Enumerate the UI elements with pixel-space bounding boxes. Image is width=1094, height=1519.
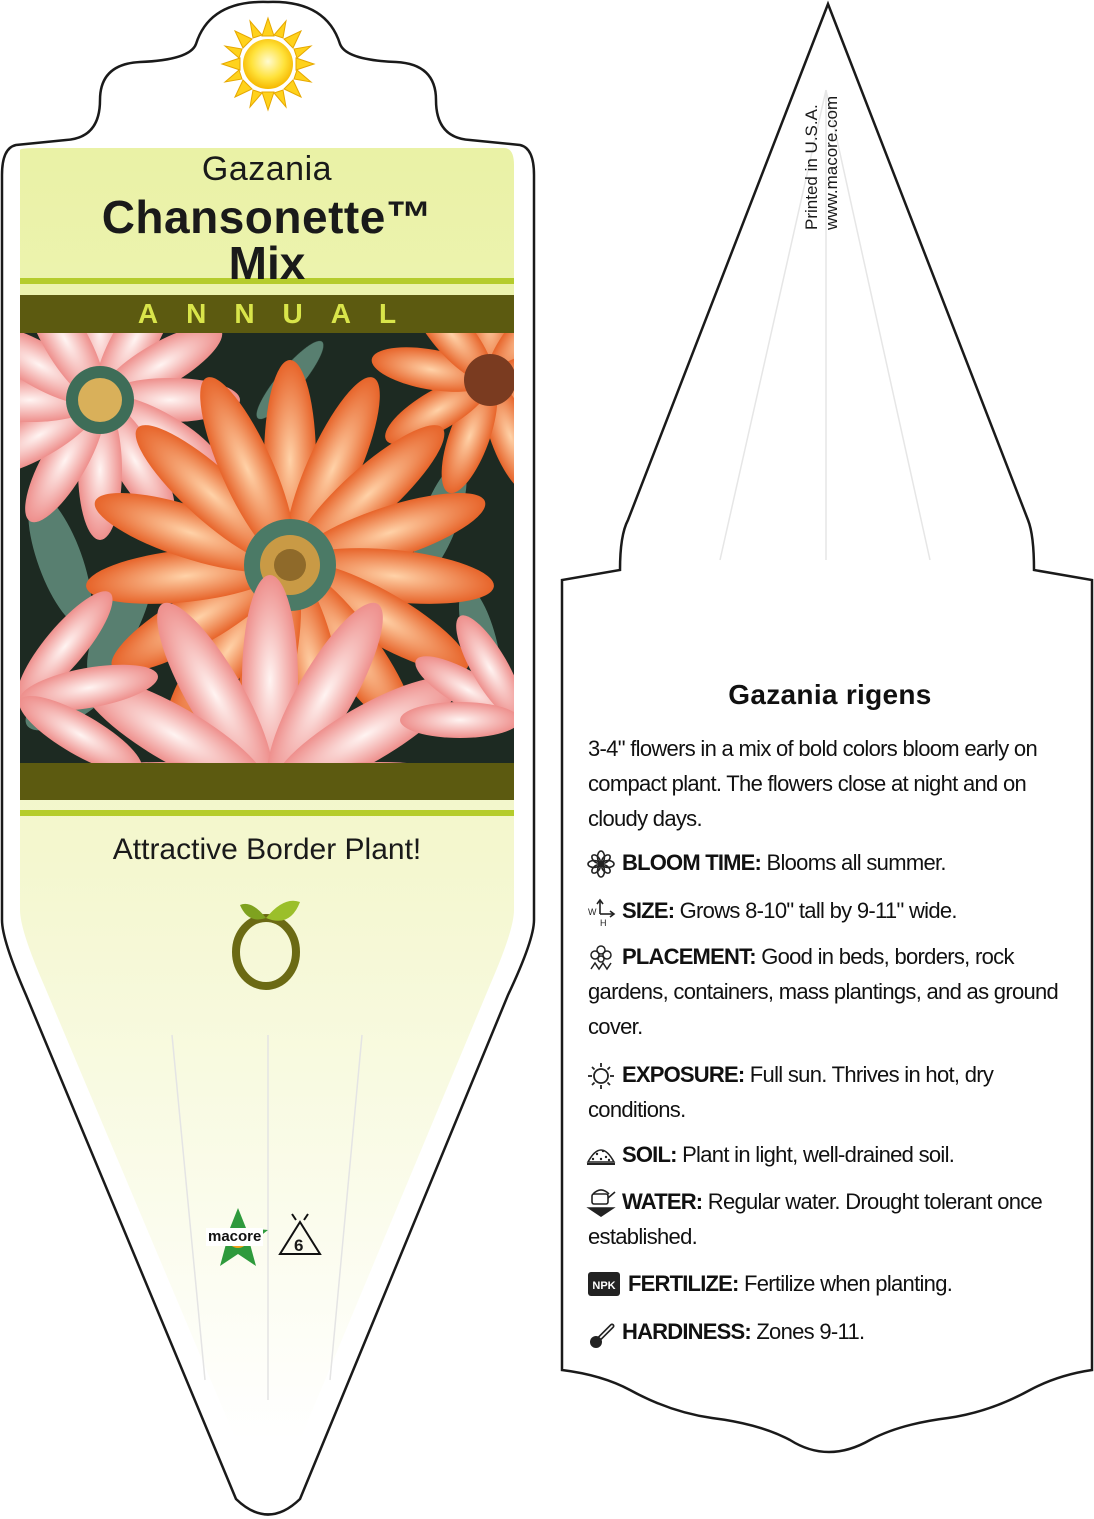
attr-hardiness <box>588 1314 1078 1349</box>
attr-bloom-time-text: Blooms all summer. <box>761 850 946 875</box>
recycle-code: 6 <box>294 1236 304 1255</box>
size-icon-w: W <box>588 907 597 917</box>
attr-water <box>588 1184 1078 1254</box>
size-icon-h: H <box>600 918 607 928</box>
printed-info <box>802 96 842 230</box>
attr-soil-label: SOIL: <box>622 1142 677 1167</box>
attr-hardiness-text: Zones 9-11. <box>750 1319 865 1344</box>
sun-icon <box>222 18 314 110</box>
attr-fertilize <box>588 1266 1078 1301</box>
brand-name: macore <box>208 1228 262 1245</box>
plant-genus: Gazania <box>201 150 333 188</box>
plant-variety-line2: Mix <box>228 237 306 289</box>
attr-soil-text: Plant in light, well-drained soil. <box>676 1142 955 1167</box>
attr-bloom-time <box>588 845 1078 880</box>
attr-size <box>588 893 1078 928</box>
plant-tagline: Attractive Border Plant! <box>112 833 422 866</box>
attr-exposure <box>588 1057 1078 1127</box>
printed-country: Printed in U.S.A. <box>802 104 821 230</box>
attr-fertilize-label: FERTILIZE: <box>628 1271 739 1296</box>
printed-website: www.macore.com <box>822 95 841 230</box>
plant-description: 3-4" flowers in a mix of bold colors bloom early on compact plant. The flowers close at night and on cloudy days. <box>588 736 1037 831</box>
attr-exposure-label: EXPOSURE: <box>622 1062 745 1087</box>
plant-variety-line1: Chansonette™ <box>101 191 433 243</box>
attr-hardiness-label: HARDINESS: <box>622 1319 751 1344</box>
attr-soil <box>588 1137 1078 1172</box>
attr-exposure-text: Full sun. Thrives in hot, dry conditions. <box>588 1062 994 1122</box>
scientific-name: Gazania rigens <box>728 679 932 710</box>
attr-placement <box>588 939 1078 1044</box>
attr-bloom-time-label: BLOOM TIME: <box>622 850 762 875</box>
attr-size-text: Grows 8-10" tall by 9-11" wide. <box>674 898 957 923</box>
attr-water-text: Regular water. Drought tolerant once established. <box>588 1189 1043 1249</box>
attr-water-label: WATER: <box>622 1189 703 1214</box>
attr-fertilize-text: Fertilize when planting. <box>738 1271 953 1296</box>
plant-category: ANNUAL <box>137 298 425 329</box>
attr-size-label: SIZE: <box>622 898 675 923</box>
npk-icon-text: NPK <box>592 1280 616 1292</box>
attr-placement-label: PLACEMENT: <box>622 944 756 969</box>
attr-placement-text: Good in beds, borders, rock gardens, containers, mass plantings, and as ground cover. <box>588 944 1059 1039</box>
